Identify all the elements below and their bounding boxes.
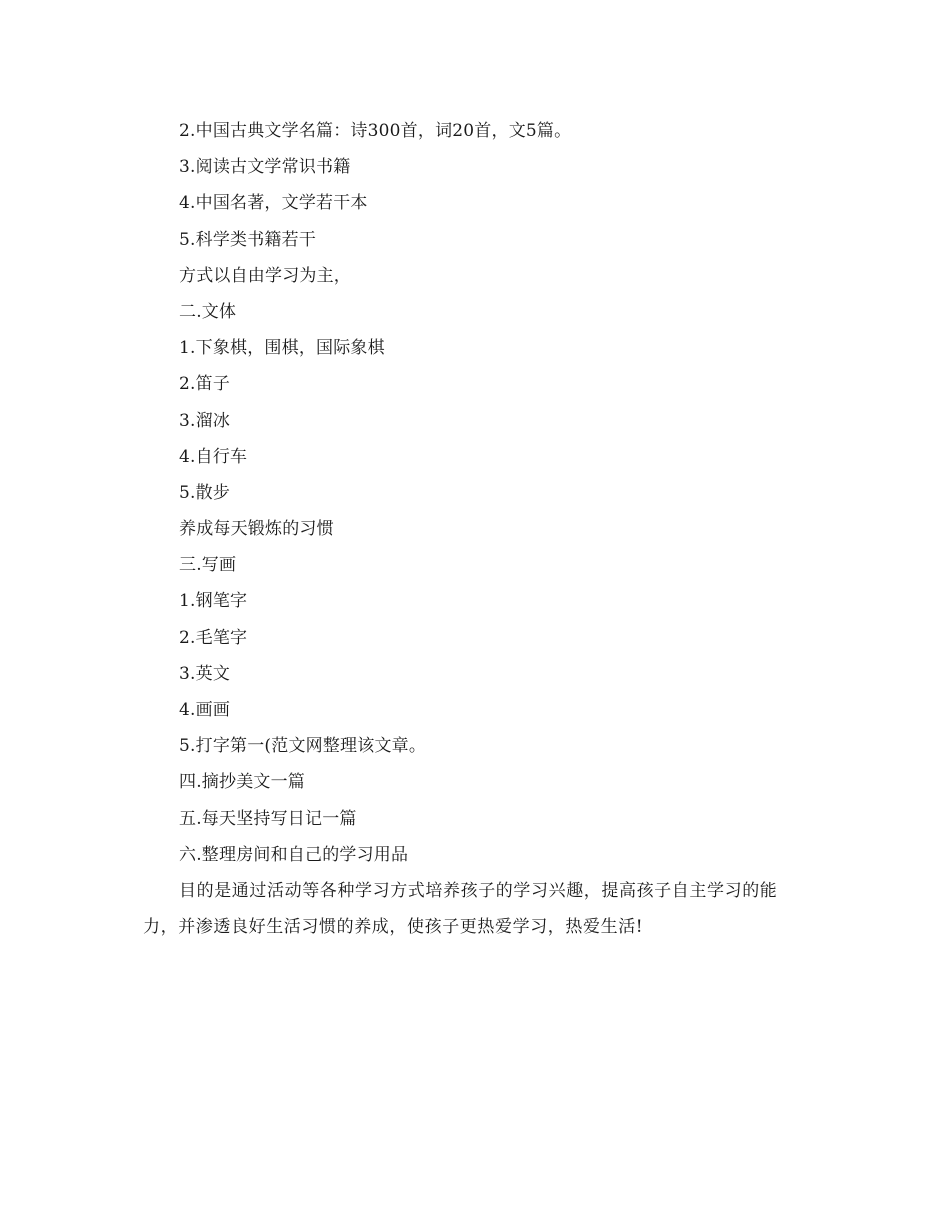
document-body [143,113,808,945]
list-item: 3.阅读古文学常识书籍 [179,157,351,178]
section-note: 方式以自由学习为主， [179,265,351,286]
closing-paragraph: 目的是通过活动等各种学习方式培养孩子的学习兴趣，提高孩子自主学习的能力，并渗透良好生活习惯的养成，使孩子更热爱学习，热爱生活! [143,880,778,938]
list-item: 3.溜冰 [179,410,231,431]
list-item: 1.下象棋，围棋，国际象棋 [179,338,385,359]
section-note: 养成每天锻炼的习惯 [179,519,334,540]
list-item: 2.笛子 [179,374,231,395]
section-heading: 六.整理房间和自己的学习用品 [179,844,409,865]
list-item: 4.画画 [179,700,231,720]
list-item: 5.科学类书籍若干 [179,229,317,250]
list-item: 5.打字第一(范文网整理该文章。 [179,736,427,757]
section-heading: 四.摘抄美文一篇 [179,772,306,793]
list-item: 3.英文 [179,663,231,684]
list-item: 4.中国名著，文学若干本 [179,193,368,214]
section-heading: 二.文体 [179,301,237,322]
list-item: 5.散步 [179,482,231,503]
list-item: 1.钢笔字 [179,591,248,612]
section-heading: 五.每天坚持写日记一篇 [179,808,357,829]
section-heading: 三.写画 [179,555,237,576]
list-item: 2.毛笔字 [179,627,248,648]
list-item: 4.自行车 [179,446,248,467]
list-item: 2.中国古典文学名篇：诗300首，词20首，文5篇。 [179,121,572,141]
